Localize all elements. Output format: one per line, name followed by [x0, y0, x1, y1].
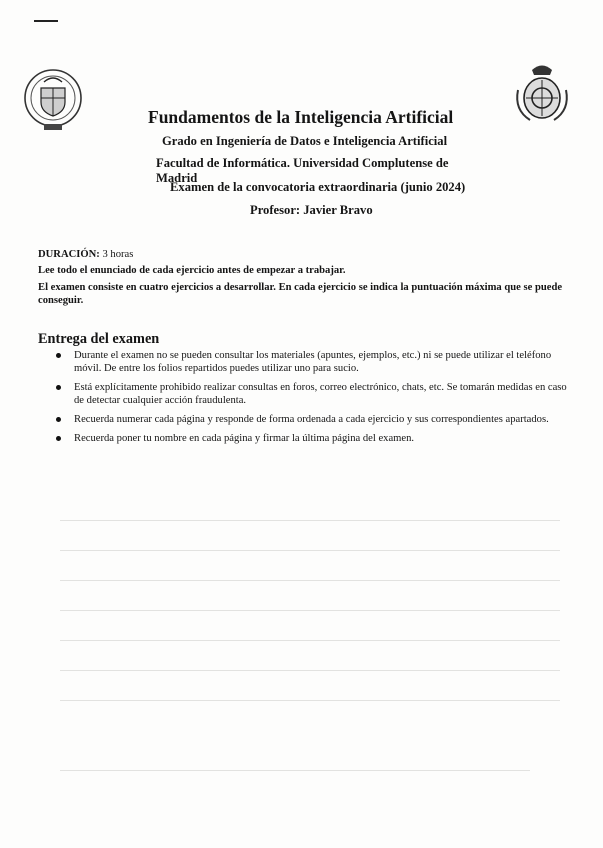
faculty-line: Facultad de Informática. Universidad Complutense de Madrid: [156, 156, 449, 185]
show-through-line: [60, 580, 560, 581]
list-item-text: Está explícitamente prohibido realizar consultas en foros, correo electrónico, chats, etc. Se tomarán medidas en caso de detectar cualquier acción fraudulenta.: [74, 382, 567, 406]
list-item-text: Durante el examen no se pueden consultar los materiales (apuntes, ejemplos, etc.) ni se puede utilizar el teléfono móvil. De entre los folios repartidos puedes utilizar uno para sucio.: [74, 350, 552, 374]
duration-value: 3 horas: [99, 249, 134, 260]
duration-label: DURACIÓN:: [38, 249, 100, 260]
delivery-heading: Entrega del examen: [38, 331, 160, 347]
exam-session-line: Examen de la convocatoria extraordinaria (junio 2024): [170, 180, 466, 194]
exam-structure-instruction: El examen consiste en cuatro ejercicios a desarrollar. En cada ejercicio se indica la puntuación máxima que se puede conseguir.: [38, 282, 563, 306]
list-item-text: Recuerda numerar cada página y responde de forma ordenada a cada ejercicio y sus correspondientes apartados.: [74, 414, 549, 425]
read-instruction: Lee todo el enunciado de cada ejercicio antes de empezar a trabajar.: [38, 265, 346, 276]
degree-line: Grado en Ingeniería de Datos e Inteligencia Artificial: [162, 134, 448, 148]
show-through-line: [60, 550, 560, 551]
bullet-icon: [56, 353, 61, 358]
faculty-emblem-logo: [512, 60, 572, 126]
exam-title: Fundamentos de la Inteligencia Artificial: [148, 107, 454, 127]
delivery-list: [38, 349, 578, 451]
professor-line: Profesor: Javier Bravo: [250, 203, 373, 217]
show-through-line: [60, 670, 560, 671]
bullet-icon: [56, 385, 61, 390]
show-through-line: [60, 700, 560, 701]
show-through-line: [60, 770, 530, 771]
list-item: [38, 432, 578, 445]
list-item-text: Recuerda poner tu nombre en cada página y firmar la última página del examen.: [74, 433, 415, 444]
bullet-icon: [56, 436, 61, 441]
list-item: [38, 381, 578, 407]
bullet-icon: [56, 417, 61, 422]
list-item: [38, 349, 578, 375]
scan-mark: [34, 20, 58, 22]
show-through-line: [60, 610, 560, 611]
duration-line: [38, 248, 578, 261]
list-item: [38, 413, 578, 426]
ucm-seal-logo: [22, 64, 84, 136]
show-through-line: [60, 640, 560, 641]
show-through-line: [60, 520, 560, 521]
